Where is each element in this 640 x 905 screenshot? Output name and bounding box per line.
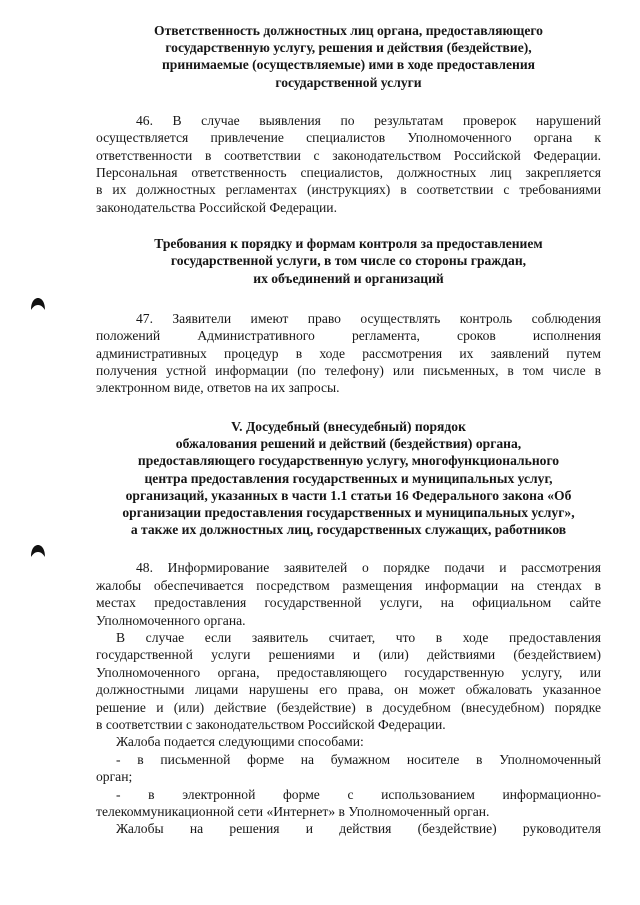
heading-line: принимаемые (осуществляемые) ими в ходе предоставления [161, 57, 536, 73]
text-line: 48. Информирование заявителей о порядке подачи и рассмотрения [136, 560, 601, 576]
text-line: Персональная ответственность специалистов, должностных лиц закрепляется [96, 165, 601, 181]
text-line: осуществляется привлечение специалистов Уполномоченного органа к [96, 130, 601, 146]
punch-hole-mark [30, 544, 46, 558]
paragraph-electronic [96, 786, 601, 821]
section-heading-responsibility [96, 22, 601, 91]
text-line: телекоммуникационной сети «Интернет» в Уполномоченный орган. [96, 804, 490, 819]
section-heading-appeal [96, 418, 601, 538]
text-line: Жалобы на решения и действия (бездействие) руководителя [116, 821, 601, 837]
text-line: Уполномоченного органа, предоставляющего государственную услугу, или [96, 664, 601, 680]
heading-line: государственную услугу, решения и действия (бездействие), [165, 40, 532, 56]
text-line: жалобы обеспечивается посредством размещения информации на стендах в [96, 577, 601, 593]
heading-line: предоставляющего государственную услугу, многофункционального [137, 453, 560, 469]
text-line: электронном виде, ответов на их запросы. [96, 380, 340, 396]
text-line: Жалоба подается следующими способами: [116, 734, 364, 750]
heading-line: государственной услуги, в том числе со стороны граждан, [170, 253, 527, 269]
text-line: в соответствии с законодательством Российской Федерации. [96, 716, 446, 732]
punch-hole-mark [30, 297, 46, 311]
text-line: - в электронной форме с использованием информационно- [116, 786, 601, 802]
paragraph-complaints [96, 820, 601, 837]
paragraph-47 [96, 310, 601, 397]
paragraph-paper [96, 751, 601, 786]
text-line: решение и (или) действие (бездействие) в досудебном (внесудебном) порядке [96, 699, 601, 715]
heading-line: их объединений и организаций [253, 270, 444, 286]
text-line: орган; [96, 769, 133, 785]
heading-line: V. Досудебный (внесудебный) порядок [231, 418, 466, 434]
paragraph-48 [96, 559, 601, 629]
heading-line: организации предоставления государственных и муниципальных услуг», [122, 504, 575, 520]
text-line: должностными лицами нарушены его права, он может обжаловать указанное [96, 682, 601, 698]
heading-line: Ответственность должностных лиц органа, предоставляющего [154, 23, 543, 38]
text-line: административных процедур в ходе рассмотрения их заявлений путем [96, 345, 601, 361]
text-line: в их должностных регламентах (инструкциях) в соответствии с требованиями [96, 182, 601, 198]
heading-line: обжалования решений и действий (бездействия) органа, [175, 436, 522, 452]
heading-line: а также их должностных лиц, государственных служащих, работников [130, 522, 567, 538]
text-line: В случае если заявитель считает, что в ходе предоставления [116, 629, 601, 645]
paragraph-ways [96, 733, 601, 750]
heading-line: организаций, указанных в части 1.1 статьи 16 Федерального закона «Об [125, 487, 572, 503]
heading-line: государственной услуги [275, 74, 422, 90]
heading-line: центра предоставления государственных и муниципальных услуг, [144, 470, 553, 486]
document-body [96, 22, 601, 838]
heading-line: Требования к порядку и формам контроля за предоставлением [154, 236, 543, 252]
text-line: местах предоставления государственной услуги, на официальном сайте [96, 595, 601, 611]
text-line: Уполномоченного органа. [96, 612, 246, 628]
text-line: законодательства Российской Федерации. [96, 199, 337, 215]
text-line: государственной услуги решениями и (или) действиями (бездействием) [96, 647, 601, 663]
text-line: - в письменной форме на бумажном носителе в Уполномоченный [116, 751, 601, 767]
text-line: получения устной информации (по телефону) или письменных, в том числе в [96, 363, 601, 379]
paragraph-46 [96, 112, 601, 216]
paragraph-case [96, 629, 601, 733]
section-heading-control [96, 235, 601, 287]
text-line: ответственности в соответствии с законодательством Российской Федерации. [96, 147, 601, 163]
text-line: 47. Заявители имеют право осуществлять контроль соблюдения [136, 310, 601, 326]
text-line: 46. В случае выявления по результатам проверок нарушений [136, 112, 601, 128]
text-line: положений Административного регламента, сроков исполнения [96, 328, 601, 344]
